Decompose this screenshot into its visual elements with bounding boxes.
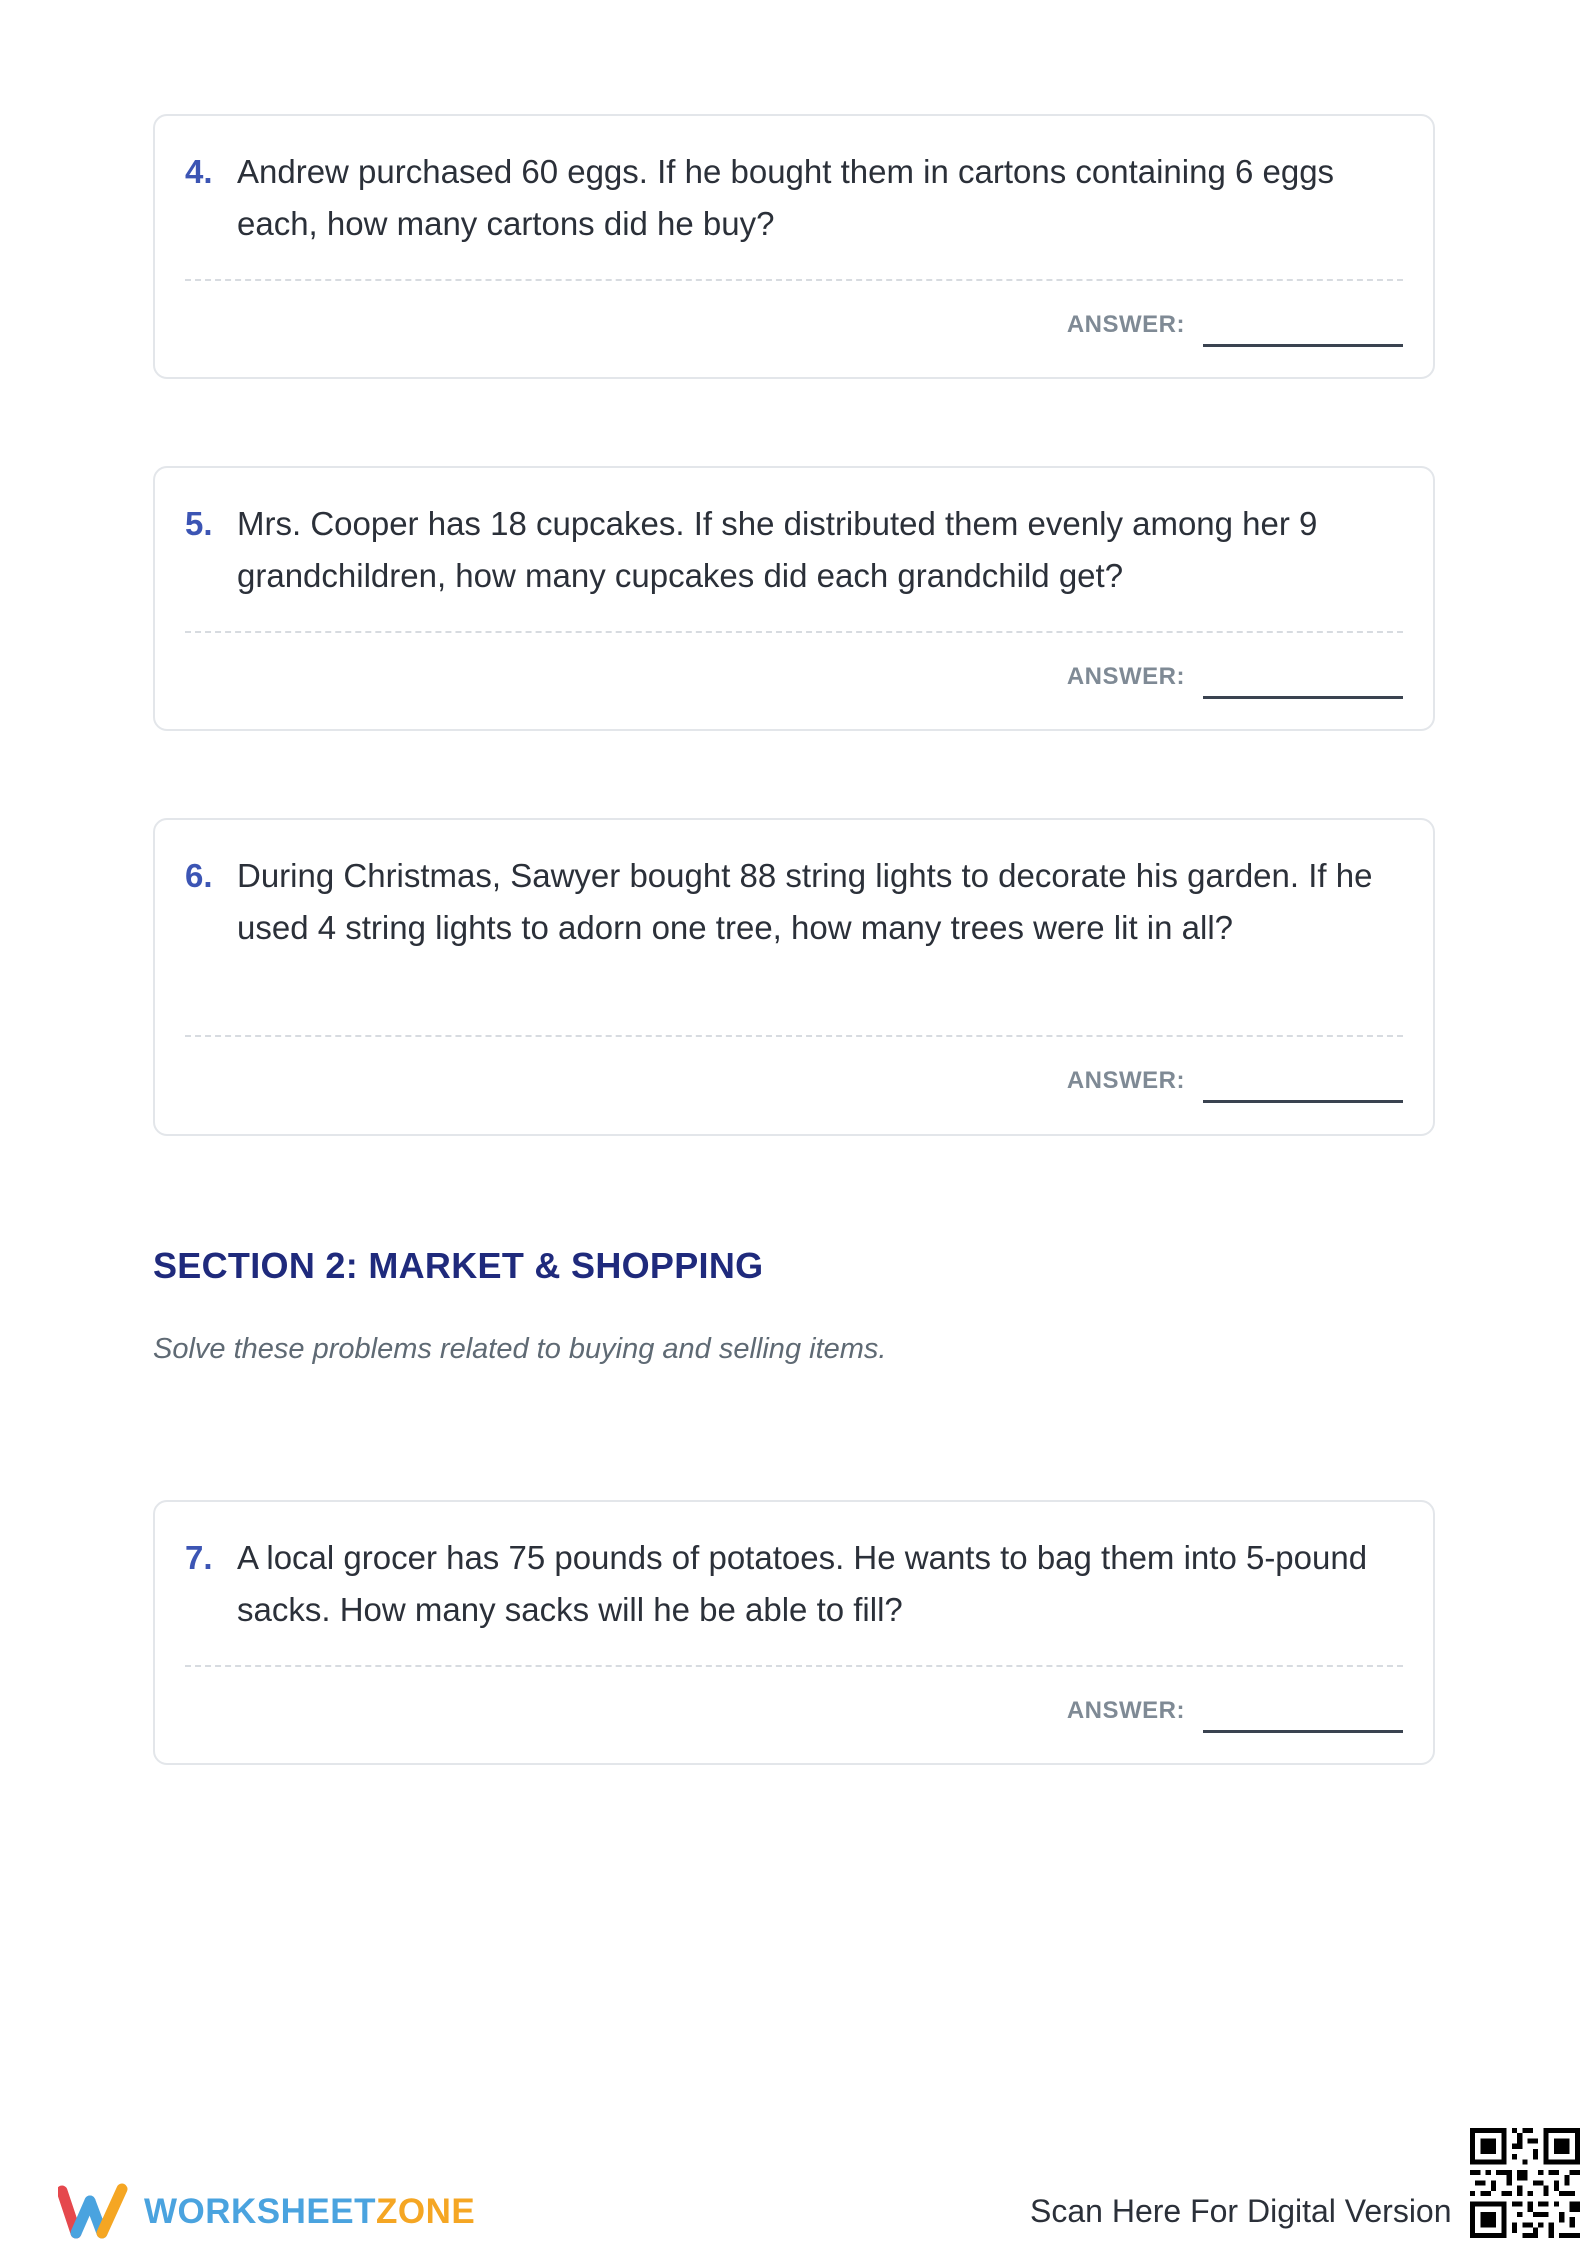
- answer-label: ANSWER:: [1066, 1067, 1185, 1094]
- divider: [185, 631, 1403, 633]
- question-number: 6.: [185, 857, 213, 894]
- question-number: 4.: [185, 153, 213, 190]
- answer-label: ANSWER:: [1066, 663, 1185, 690]
- question-card-4: [153, 114, 1435, 379]
- section-subtitle: Solve these problems related to buying and selling items.: [153, 1333, 887, 1365]
- divider: [185, 279, 1403, 281]
- question-text: Mrs. Cooper has 18 cupcakes. If she distributed them evenly among her 9 grandchildren, how many cupcakes did each grandchild get?: [237, 505, 1318, 594]
- question-text: Andrew purchased 60 eggs. If he bought them in cartons containing 6 eggs each, how many cartons did he buy?: [237, 153, 1335, 242]
- question-card-6: [153, 818, 1435, 1136]
- answer-blank[interactable]: [1203, 1730, 1403, 1733]
- question-text: During Christmas, Sawyer bought 88 string lights to decorate his garden. If he used 4 string lights to adorn one tree, how many trees were lit in all?: [237, 857, 1373, 946]
- answer-blank[interactable]: [1203, 696, 1403, 699]
- divider: [185, 1665, 1403, 1667]
- question-row: [185, 498, 1403, 602]
- logo-text-part1: WORKSHEET: [144, 2192, 376, 2231]
- question-card-5: [153, 466, 1435, 731]
- answer-label: ANSWER:: [1066, 311, 1185, 338]
- logo-text: [144, 2192, 475, 2232]
- question-number: 7.: [185, 1539, 213, 1576]
- divider: [185, 1035, 1403, 1037]
- qr-code-icon[interactable]: [1470, 2128, 1580, 2238]
- question-card-7: [153, 1500, 1435, 1765]
- answer-label: ANSWER:: [1066, 1697, 1185, 1724]
- section-title: SECTION 2: MARKET & SHOPPING: [153, 1245, 764, 1286]
- question-number: 5.: [185, 505, 213, 542]
- answer-blank[interactable]: [1203, 344, 1403, 347]
- brand-logo: [58, 2183, 475, 2241]
- logo-text-part2: ZONE: [376, 2192, 476, 2231]
- worksheetzone-logo-icon: [58, 2183, 130, 2241]
- answer-blank[interactable]: [1203, 1100, 1403, 1103]
- scan-caption: Scan Here For Digital Version: [1030, 2193, 1452, 2229]
- question-row: [185, 146, 1403, 250]
- question-row: [185, 1532, 1403, 1636]
- question-text: A local grocer has 75 pounds of potatoes. He wants to bag them into 5-pound sacks. How many sacks will he be able to fill?: [237, 1539, 1368, 1628]
- question-row: [185, 850, 1403, 954]
